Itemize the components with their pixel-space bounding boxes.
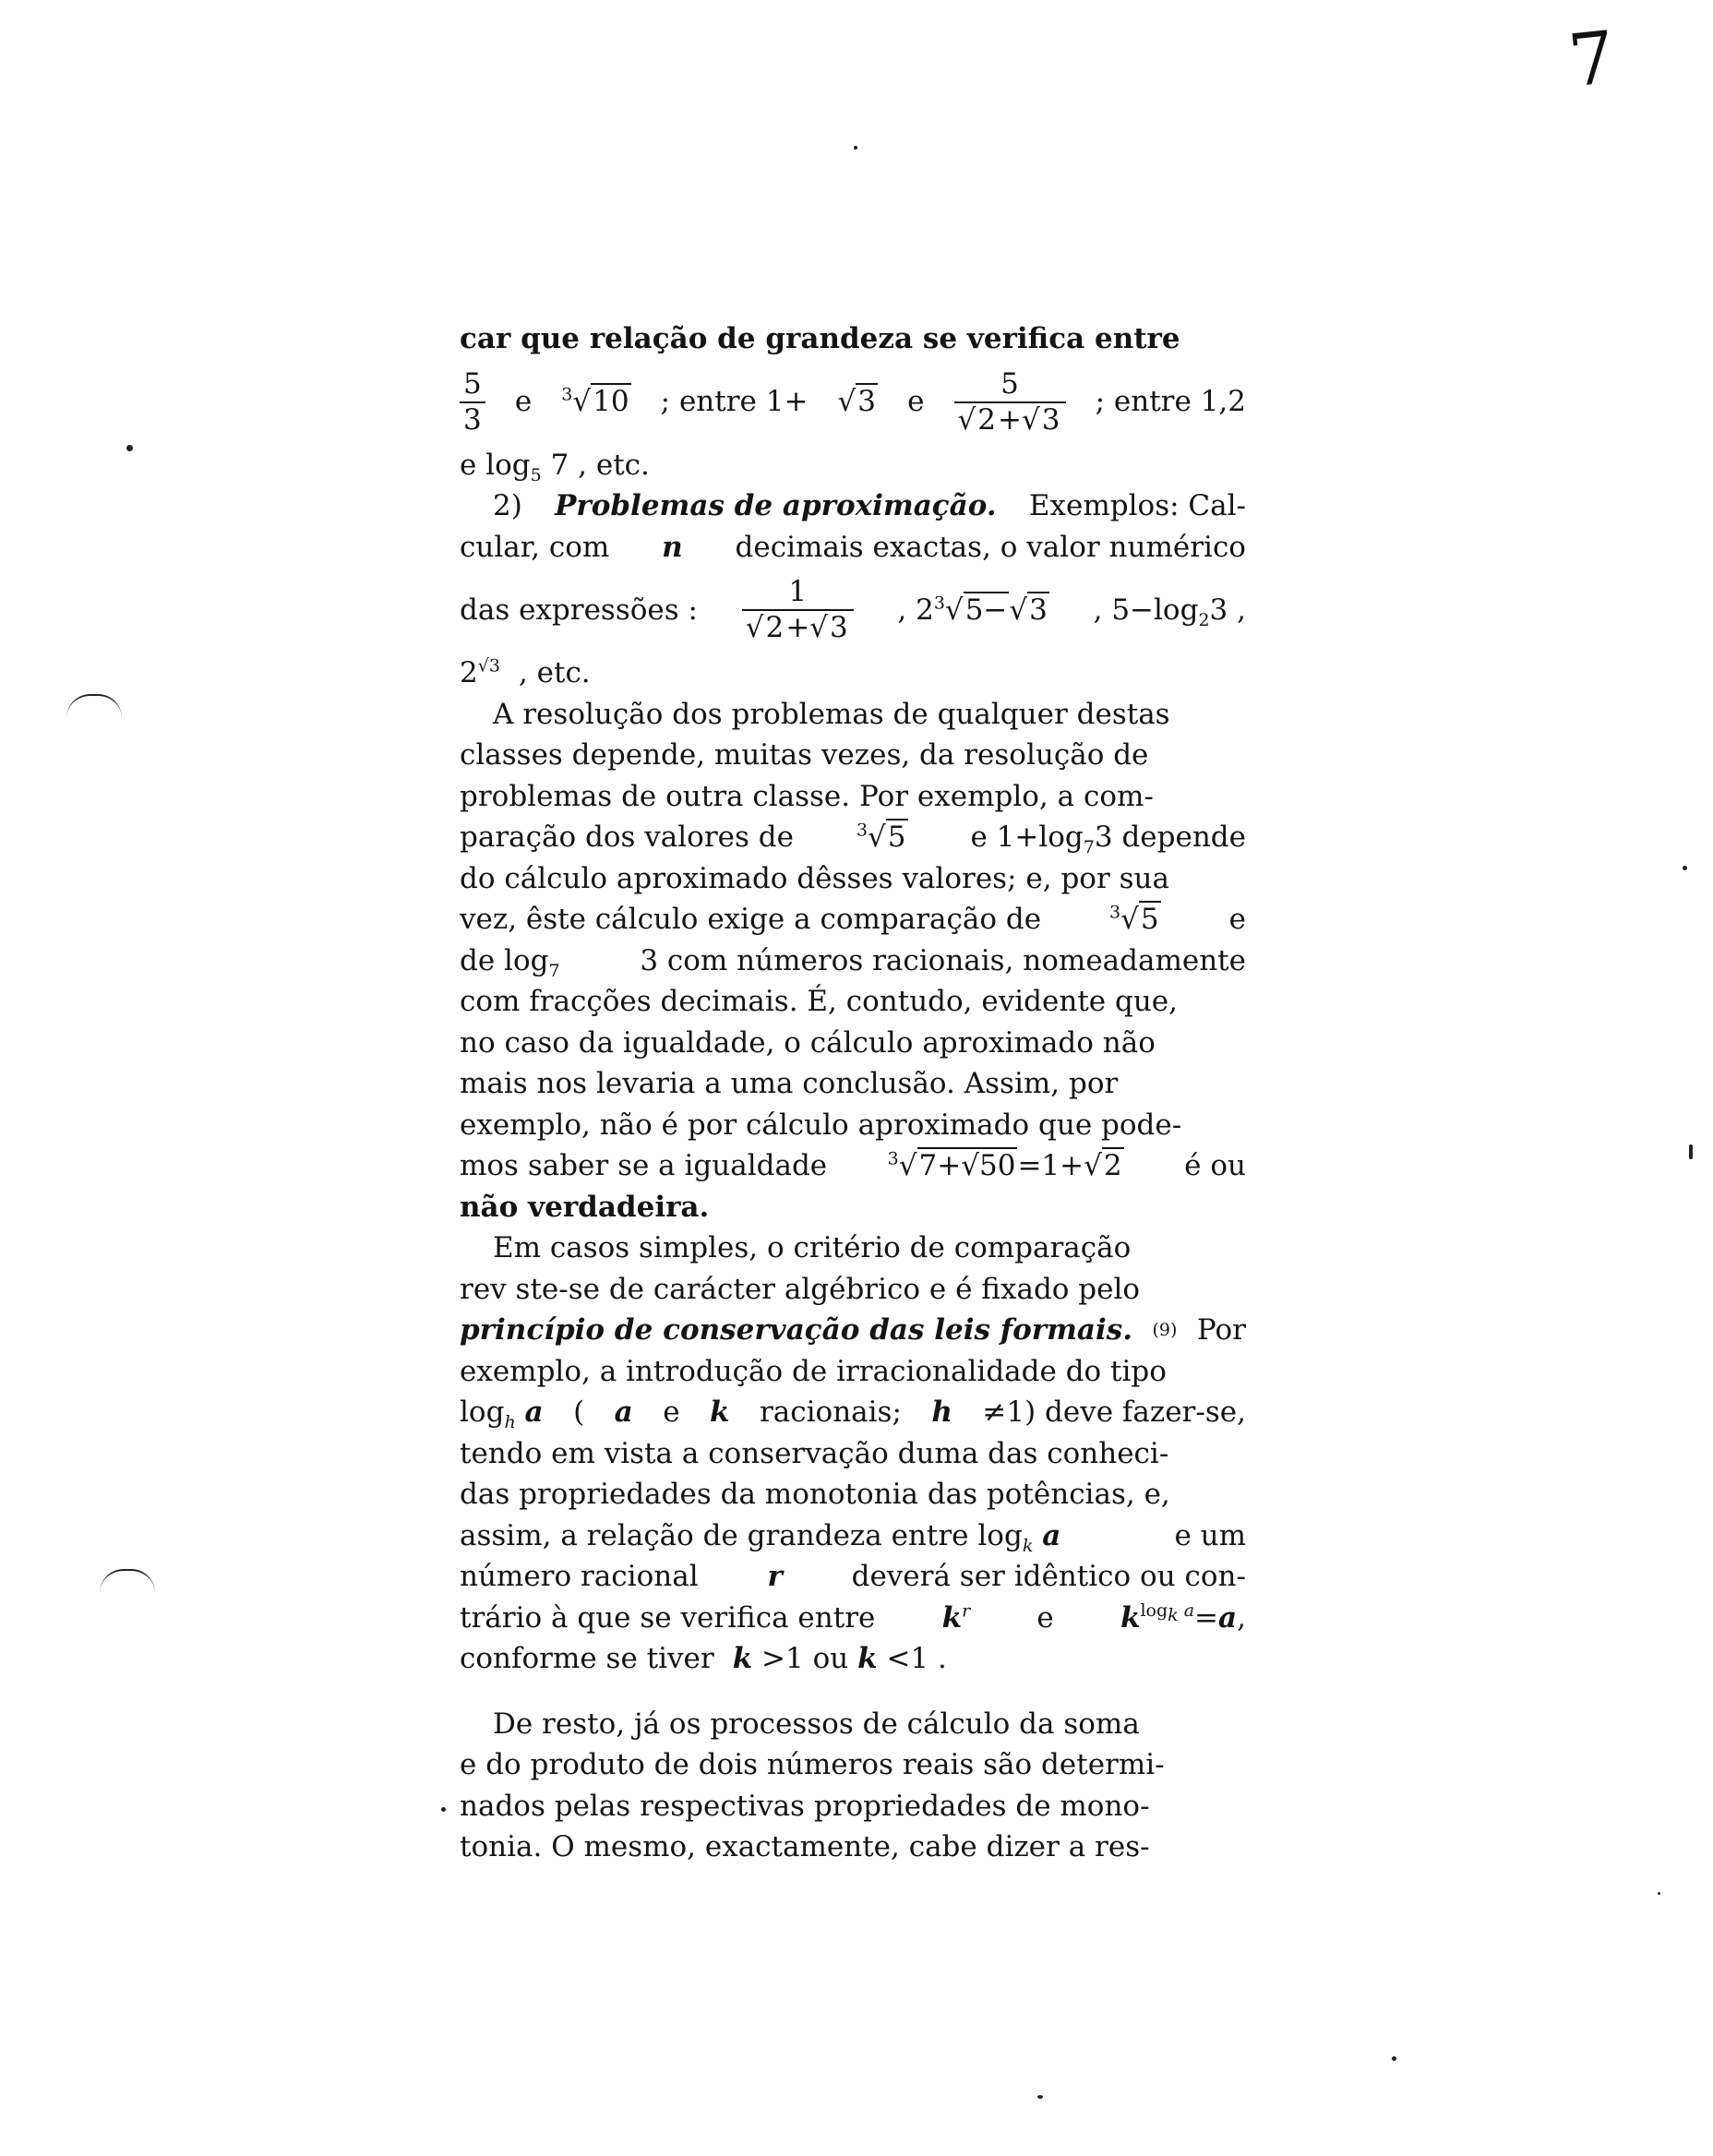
line-text: vez, êste cálculo exige a comparação de [460, 903, 1042, 936]
fraction-numerator: 5 [1000, 366, 1019, 401]
text-line-35 [460, 1827, 1246, 1868]
variable-n: n [662, 530, 683, 564]
text-line-5 [460, 527, 1246, 569]
line-text: e [1036, 1600, 1054, 1635]
text-line-17 [460, 1063, 1246, 1105]
line-text: ; entre 1+ [660, 385, 809, 419]
cube-root-expression: , $2^3√5-√3$ [897, 593, 1048, 627]
variable-h: h [931, 1395, 952, 1429]
text-line-11 [460, 817, 1246, 858]
principle-name: princípio de conservação das leis formais. [460, 1313, 1132, 1347]
log-expression: de $\log_7$ [460, 943, 560, 981]
line-text: e [907, 385, 925, 419]
sqrt-3: √3 [837, 385, 877, 419]
cube-root-5: $^3$√5 [856, 820, 906, 854]
line-text: cular, com [460, 530, 610, 564]
text-line-18 [460, 1105, 1246, 1146]
line-text: no caso da igualdade, o cálculo aproximado não [460, 1025, 1156, 1060]
text-line-9 [460, 735, 1246, 776]
line-text: Por [1196, 1313, 1246, 1347]
line-text: e [663, 1395, 680, 1429]
fraction-5-over-3 [460, 366, 485, 437]
line-text: ; entre 1,2 [1095, 385, 1246, 419]
line-text: mos saber se a igualdade [460, 1149, 828, 1182]
line-text: paração dos valores de [460, 820, 794, 854]
line-text: tonia. O mesmo, exactamente, cabe dizer a res- [460, 1830, 1150, 1863]
line-text: não verdadeira. [460, 1190, 710, 1224]
line-text: é ou [1184, 1149, 1246, 1182]
fraction-5-over-sum-roots [954, 366, 1066, 437]
body-text [460, 318, 1246, 1868]
line-text: car que relação de grandeza se verifica entre [460, 322, 1180, 355]
line-text: decimais exactas, o valor numérico [735, 530, 1246, 564]
text-line-23: princípio de conservação das leis formais. (9) Por [460, 1310, 1246, 1351]
text-line-16 [460, 1023, 1246, 1064]
power-identity: $k^{log_k a}=a$, [1120, 1600, 1246, 1635]
scan-speck [1658, 1892, 1660, 1895]
text-line-15 [460, 981, 1246, 1023]
line-text: trário à que se verifica entre [460, 1600, 876, 1635]
power-k-r: $k^r$ [941, 1600, 971, 1635]
line-text: do cálculo aproximado dêsses valores; e, por sua [460, 861, 1169, 895]
text-line-1 [460, 318, 1246, 360]
line-text: rev ste-se de carácter algébrico e é fixado pelo [460, 1272, 1141, 1306]
cube-root-5: $^3$√5 [1109, 902, 1159, 936]
scan-speck [854, 146, 857, 150]
line-text: das propriedades da monotonia das potências, e, [460, 1478, 1170, 1511]
text-line-2 [460, 360, 1246, 445]
log-expression: e $1+\log_73$ depende [970, 820, 1246, 858]
line-text: , etc. [518, 656, 591, 689]
inequality: k >1 ou k <1 . [732, 1642, 947, 1675]
text-line-25 [460, 1392, 1246, 1433]
scan-speck [1392, 2056, 1396, 2061]
fraction-denominator: √2+√3 [742, 609, 854, 643]
text-line-8 [460, 694, 1246, 736]
line-text: exemplo, não é por cálculo aproximado que pode- [460, 1108, 1182, 1142]
line-text: Em casos simples, o critério de comparação [493, 1231, 1132, 1264]
text-line-7 [460, 653, 1246, 694]
text-line-28 [460, 1515, 1246, 1557]
line-text: ≠1) deve fazer-se, [982, 1395, 1246, 1429]
variable-k: k [710, 1395, 730, 1429]
text-line-19 [460, 1145, 1246, 1187]
line-text: 3 com números racionais, nomeadamente [640, 943, 1246, 977]
text-line-13 [460, 899, 1246, 940]
log-expression: e $\log_5 7$ , etc. [460, 448, 650, 485]
line-text: classes depende, muitas vezes, da resolução de [460, 738, 1149, 772]
line-text: e [1228, 903, 1246, 936]
text-line-3 [460, 445, 1246, 486]
line-text: e [514, 385, 533, 419]
scan-speck [1037, 2095, 1043, 2099]
scan-speck [1689, 1144, 1693, 1159]
text-line-33 [460, 1744, 1246, 1786]
text-line-12 [460, 858, 1246, 900]
fraction-1-over-sum-roots [742, 577, 854, 642]
text-line-10 [460, 776, 1246, 818]
text-line-30 [460, 1598, 1246, 1639]
cube-root-10: $^3$√10 [561, 384, 629, 419]
scan-mark [66, 694, 122, 718]
text-line-32 [460, 1704, 1246, 1745]
scan-speck [126, 445, 133, 451]
page-number-mark: 7 [1564, 16, 1620, 104]
text-line-6 [460, 568, 1246, 653]
text-line-27 [460, 1474, 1246, 1515]
variable-a: a [614, 1395, 633, 1429]
text-line-31 [460, 1638, 1246, 1680]
line-text: tendo em vista a conservação duma das conheci- [460, 1436, 1169, 1470]
fraction-numerator: 1 [788, 575, 808, 609]
line-text: conforme se tiver [460, 1642, 714, 1675]
line-text: deverá ser idêntico ou con- [851, 1560, 1246, 1593]
scan-mark [100, 1569, 155, 1593]
line-text: De resto, já os processos de cálculo da soma [493, 1707, 1140, 1741]
line-text: e um [1174, 1518, 1246, 1552]
fraction-denominator: √2+√3 [954, 401, 1066, 436]
line-text: e do produto de dois números reais são determi- [460, 1748, 1165, 1781]
line-text: Exemplos: Cal- [1028, 489, 1246, 522]
text-line-20 [460, 1187, 1246, 1228]
section-heading: Problemas de aproximação. [555, 489, 997, 522]
item-number: 2) [493, 489, 522, 522]
fraction-numerator: 5 [463, 366, 482, 401]
line-text: exemplo, a introdução de irracionalidade do tipo [460, 1354, 1167, 1388]
variable-r: r [767, 1560, 783, 1593]
line-text: das expressões : [460, 593, 698, 627]
nested-radical-equation: $^3$√7+√50=1+√2 [887, 1148, 1122, 1182]
scan-speck [1683, 866, 1687, 870]
text-line-22 [460, 1269, 1246, 1311]
text-line-21 [460, 1228, 1246, 1269]
line-text: problemas de outra classe. Por exemplo, a com- [460, 779, 1154, 813]
line-text: número racional [460, 1560, 699, 1593]
line-text: mais nos levaria a uma conclusão. Assim, por [460, 1067, 1119, 1100]
line-text: com fracções decimais. É, contudo, evidente que, [460, 985, 1178, 1018]
text-line-29 [460, 1556, 1246, 1598]
line-text: racionais; [759, 1395, 902, 1429]
text-line-26 [460, 1433, 1246, 1475]
line-text: nados pelas respectivas propriedades de mono- [460, 1789, 1150, 1823]
scan-speck [441, 1807, 446, 1812]
text-line-14 [460, 940, 1246, 982]
line-text: ( [573, 1395, 585, 1429]
line-text: A resolução dos problemas de qualquer destas [493, 697, 1170, 731]
log-expression: , $5-\log_23$ , [1093, 593, 1246, 630]
text-line-4 [460, 485, 1246, 527]
text-line-24 [460, 1351, 1246, 1393]
text-line-34 [460, 1786, 1246, 1827]
log-expression: assim, a relação de grandeza entre $\log_k a$ [460, 1518, 1061, 1556]
log-expression: $\log_h a$ [460, 1395, 544, 1433]
fraction-denominator: 3 [460, 401, 485, 436]
power-expression: $2^{√3}$ [460, 655, 500, 689]
